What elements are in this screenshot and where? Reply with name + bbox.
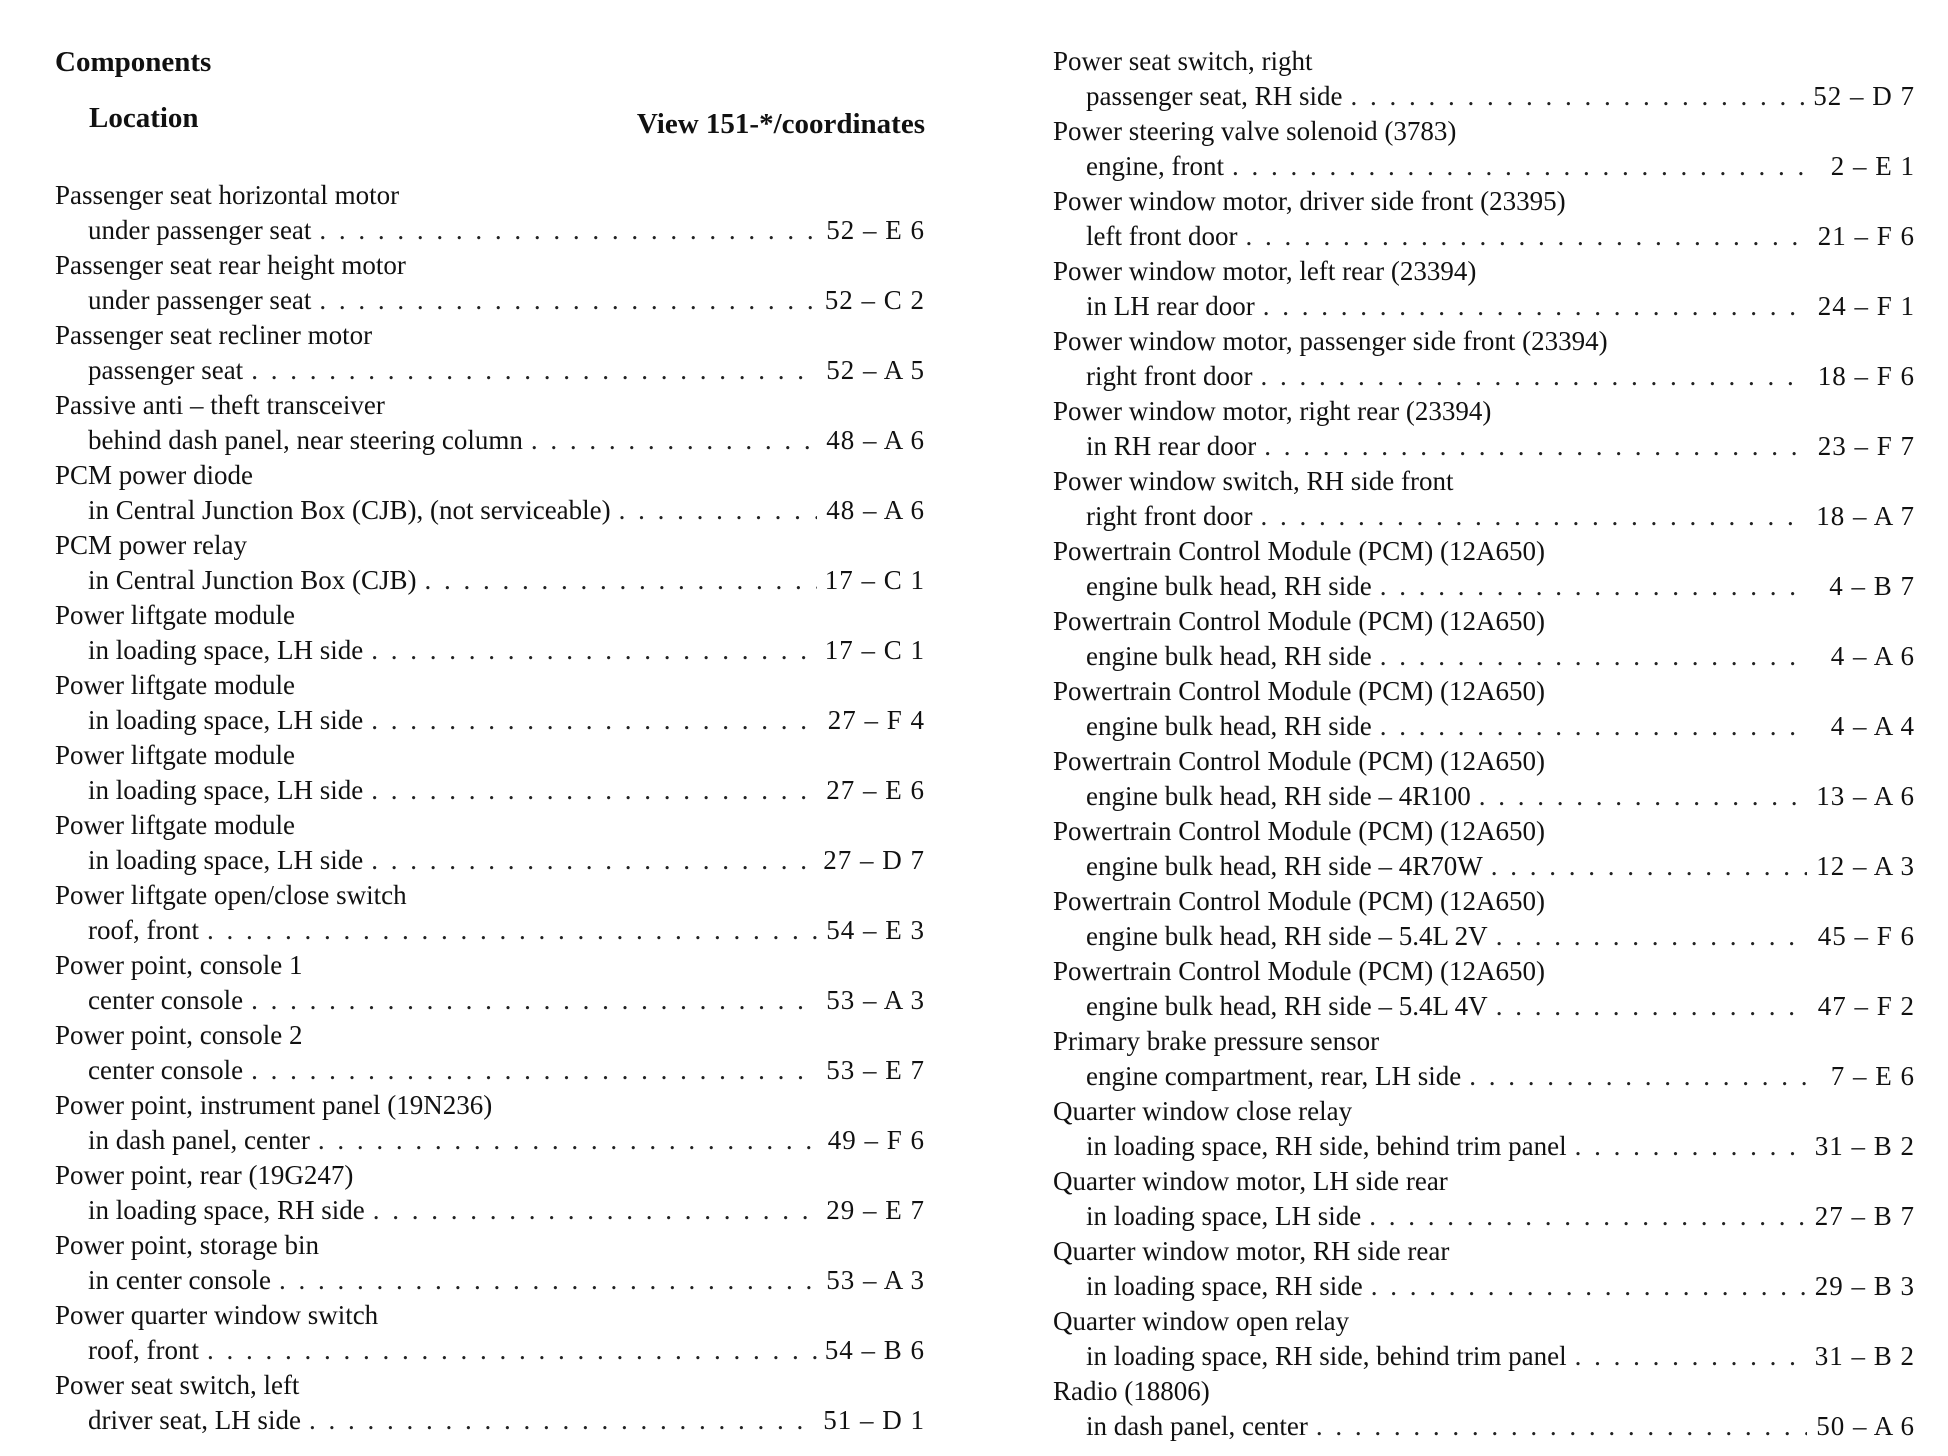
component-location-line bbox=[55, 493, 925, 528]
view-coordinate: 13 – A 6 bbox=[1816, 781, 1915, 811]
component-location: driver seat, LH side bbox=[88, 1405, 301, 1435]
component-location: engine bulk head, RH side bbox=[1086, 571, 1372, 601]
component-name: PCM power diode bbox=[55, 460, 253, 490]
dot-leader bbox=[319, 283, 816, 318]
dot-leader bbox=[531, 423, 817, 458]
view-coordinate: 24 – F 1 bbox=[1817, 291, 1915, 321]
component-name: Power window motor, driver side front (23395) bbox=[1053, 186, 1566, 216]
component-location-line bbox=[1053, 1339, 1915, 1374]
view-coordinate: 53 – A 3 bbox=[826, 985, 925, 1015]
component-entry bbox=[1053, 394, 1915, 464]
component-entry bbox=[1053, 674, 1915, 744]
view-coordinate: 27 – B 7 bbox=[1814, 1201, 1915, 1231]
view-coordinate: 54 – B 6 bbox=[824, 1335, 925, 1365]
component-location: center console bbox=[88, 985, 244, 1015]
dot-leader bbox=[207, 1333, 817, 1368]
location-column-header: Location bbox=[89, 102, 199, 134]
component-name: Powertrain Control Module (PCM) (12A650) bbox=[1053, 956, 1545, 986]
component-name: Quarter window motor, RH side rear bbox=[1053, 1236, 1450, 1266]
component-entry bbox=[55, 1298, 925, 1368]
component-location-line bbox=[1053, 219, 1915, 254]
component-location-line bbox=[55, 1403, 925, 1438]
dot-leader bbox=[1260, 499, 1807, 534]
component-name: Power point, console 1 bbox=[55, 950, 303, 980]
component-location-line bbox=[1053, 639, 1915, 674]
dot-leader bbox=[1496, 919, 1807, 954]
component-location-line bbox=[1053, 1409, 1915, 1444]
dot-leader bbox=[309, 1403, 815, 1438]
component-name: Power point, console 2 bbox=[55, 1020, 303, 1050]
component-entry bbox=[1053, 1234, 1915, 1304]
dot-leader bbox=[279, 1263, 817, 1298]
component-location-line bbox=[55, 633, 925, 668]
dot-leader bbox=[371, 843, 815, 878]
component-location: in dash panel, center bbox=[88, 1125, 310, 1155]
component-location: behind dash panel, near steering column bbox=[88, 425, 523, 455]
component-location-line bbox=[1053, 1199, 1915, 1234]
component-location-line bbox=[1053, 849, 1915, 884]
view-coordinate: 52 – C 2 bbox=[824, 285, 925, 315]
dot-leader bbox=[1263, 289, 1807, 324]
component-location: in LH rear door bbox=[1086, 291, 1255, 321]
component-entry bbox=[1053, 814, 1915, 884]
component-location-line bbox=[55, 563, 925, 598]
component-entry bbox=[55, 808, 925, 878]
component-location-line bbox=[55, 1263, 925, 1298]
component-location: engine bulk head, RH side – 5.4L 2V bbox=[1086, 921, 1488, 951]
dot-leader bbox=[1575, 1129, 1807, 1164]
component-location: in dash panel, center bbox=[1086, 1411, 1308, 1441]
view-coordinate: 53 – E 7 bbox=[826, 1055, 925, 1085]
component-name: Power window motor, right rear (23394) bbox=[1053, 396, 1492, 426]
component-entry bbox=[55, 1228, 925, 1298]
component-location-line bbox=[1053, 1269, 1915, 1304]
component-name: Power liftgate module bbox=[55, 740, 295, 770]
component-name: Power liftgate module bbox=[55, 810, 295, 840]
component-entry bbox=[1053, 324, 1915, 394]
dot-leader bbox=[1380, 709, 1807, 744]
left-entry-list bbox=[55, 178, 925, 1438]
component-location: engine bulk head, RH side bbox=[1086, 641, 1372, 671]
component-name: Powertrain Control Module (PCM) (12A650) bbox=[1053, 816, 1545, 846]
component-location: in loading space, LH side bbox=[88, 705, 364, 735]
component-location: in Central Junction Box (CJB), (not serviceable) bbox=[88, 495, 611, 525]
component-entry bbox=[55, 248, 925, 318]
component-location-line bbox=[55, 1193, 925, 1228]
view-coordinate: 17 – C 1 bbox=[824, 635, 925, 665]
dot-leader bbox=[1350, 79, 1805, 114]
dot-leader bbox=[371, 633, 817, 668]
view-coordinate: 52 – E 6 bbox=[826, 215, 925, 245]
dot-leader bbox=[251, 353, 817, 388]
view-coordinate: 31 – B 2 bbox=[1814, 1341, 1915, 1371]
component-entry bbox=[55, 598, 925, 668]
component-name: Power window motor, passenger side front (23394) bbox=[1053, 326, 1608, 356]
component-location: right front door bbox=[1086, 361, 1253, 391]
dot-leader bbox=[319, 213, 817, 248]
component-location-line bbox=[1053, 79, 1915, 114]
dot-leader bbox=[318, 1123, 817, 1158]
component-name: Powertrain Control Module (PCM) (12A650) bbox=[1053, 536, 1545, 566]
component-entry bbox=[1053, 44, 1915, 114]
component-location: in loading space, LH side bbox=[1086, 1201, 1362, 1231]
view-coordinate: 17 – C 1 bbox=[824, 565, 925, 595]
component-location: in loading space, RH side bbox=[1086, 1271, 1363, 1301]
component-location-line bbox=[55, 213, 925, 248]
view-coordinate: 47 – F 2 bbox=[1817, 991, 1915, 1021]
component-location: roof, front bbox=[88, 1335, 199, 1365]
view-coordinate: 29 – E 7 bbox=[826, 1195, 925, 1225]
view-coordinates-column-header: View 151-*/coordinates bbox=[636, 108, 925, 140]
component-name: Power window motor, left rear (23394) bbox=[1053, 256, 1477, 286]
view-coordinate: 4 – A 6 bbox=[1830, 641, 1915, 671]
component-location: in Central Junction Box (CJB) bbox=[88, 565, 417, 595]
component-location-line bbox=[1053, 779, 1915, 814]
component-name: Power point, instrument panel (19N236) bbox=[55, 1090, 493, 1120]
view-coordinate: 31 – B 2 bbox=[1814, 1131, 1915, 1161]
component-name: PCM power relay bbox=[55, 530, 247, 560]
component-entry bbox=[55, 1088, 925, 1158]
view-coordinate: 27 – E 6 bbox=[826, 775, 925, 805]
view-coordinate: 4 – B 7 bbox=[1829, 571, 1915, 601]
component-name: Power liftgate module bbox=[55, 670, 295, 700]
dot-leader bbox=[1575, 1339, 1807, 1374]
component-entry bbox=[55, 738, 925, 808]
component-location-line bbox=[55, 353, 925, 388]
component-entry bbox=[55, 388, 925, 458]
view-coordinate: 48 – A 6 bbox=[826, 495, 925, 525]
component-location-line bbox=[55, 1123, 925, 1158]
component-name: Power quarter window switch bbox=[55, 1300, 379, 1330]
component-location-line bbox=[1053, 499, 1915, 534]
dot-leader bbox=[1369, 1199, 1807, 1234]
component-location: engine bulk head, RH side – 4R70W bbox=[1086, 851, 1483, 881]
component-location-line bbox=[1053, 709, 1915, 744]
component-entry bbox=[55, 1368, 925, 1438]
dot-leader bbox=[371, 773, 817, 808]
view-coordinate: 52 – D 7 bbox=[1813, 81, 1915, 111]
component-entry bbox=[1053, 604, 1915, 674]
view-coordinate: 18 – A 7 bbox=[1816, 501, 1915, 531]
component-entry bbox=[1053, 1374, 1915, 1444]
component-location-line bbox=[1053, 919, 1915, 954]
component-location-line bbox=[1053, 289, 1915, 324]
component-name: Power steering valve solenoid (3783) bbox=[1053, 116, 1457, 146]
dot-leader bbox=[424, 563, 816, 598]
component-name: Power liftgate open/close switch bbox=[55, 880, 407, 910]
component-entry bbox=[1053, 884, 1915, 954]
component-entry bbox=[55, 458, 925, 528]
section-title: Components bbox=[55, 46, 212, 78]
component-location: under passenger seat bbox=[88, 215, 312, 245]
dot-leader bbox=[1380, 569, 1807, 604]
component-location-line bbox=[55, 913, 925, 948]
component-name: Passenger seat horizontal motor bbox=[55, 180, 400, 210]
component-location: in RH rear door bbox=[1086, 431, 1257, 461]
view-coordinate: 27 – F 4 bbox=[827, 705, 925, 735]
component-name: Powertrain Control Module (PCM) (12A650) bbox=[1053, 746, 1545, 776]
component-entry bbox=[1053, 534, 1915, 604]
component-location: center console bbox=[88, 1055, 244, 1085]
dot-leader bbox=[1316, 1409, 1807, 1444]
component-location-line bbox=[55, 423, 925, 458]
dot-leader bbox=[1491, 849, 1807, 884]
component-location: in loading space, LH side bbox=[88, 775, 364, 805]
component-location-line bbox=[55, 703, 925, 738]
component-entry bbox=[1053, 1304, 1915, 1374]
component-location-line bbox=[1053, 359, 1915, 394]
component-name: Passenger seat rear height motor bbox=[55, 250, 406, 280]
dot-leader bbox=[1245, 219, 1807, 254]
component-entry bbox=[55, 948, 925, 1018]
component-location: in loading space, RH side, behind trim panel bbox=[1086, 1341, 1567, 1371]
component-location-line bbox=[1053, 569, 1915, 604]
component-location: passenger seat, RH side bbox=[1086, 81, 1343, 111]
dot-leader bbox=[251, 1053, 817, 1088]
component-name: Power point, storage bin bbox=[55, 1230, 319, 1260]
component-entry bbox=[55, 878, 925, 948]
component-name: Powertrain Control Module (PCM) (12A650) bbox=[1053, 676, 1545, 706]
component-entry bbox=[1053, 254, 1915, 324]
component-location: in loading space, RH side bbox=[88, 1195, 365, 1225]
dot-leader bbox=[1260, 359, 1807, 394]
component-entry bbox=[55, 318, 925, 388]
view-coordinate: 45 – F 6 bbox=[1817, 921, 1915, 951]
component-location-line bbox=[1053, 429, 1915, 464]
view-coordinate: 7 – E 6 bbox=[1830, 1061, 1915, 1091]
component-name: Powertrain Control Module (PCM) (12A650) bbox=[1053, 606, 1545, 636]
component-location: under passenger seat bbox=[88, 285, 312, 315]
component-location-line bbox=[55, 1333, 925, 1368]
dot-leader bbox=[207, 913, 817, 948]
component-name: Power seat switch, right bbox=[1053, 46, 1313, 76]
component-entry bbox=[55, 178, 925, 248]
component-location: in loading space, LH side bbox=[88, 635, 364, 665]
component-name: Power point, rear (19G247) bbox=[55, 1160, 354, 1190]
component-location-line bbox=[55, 843, 925, 878]
dot-leader bbox=[1380, 639, 1807, 674]
component-entry bbox=[55, 1018, 925, 1088]
component-name: Powertrain Control Module (PCM) (12A650) bbox=[1053, 886, 1545, 916]
component-location: in loading space, LH side bbox=[88, 845, 364, 875]
view-coordinate: 49 – F 6 bbox=[827, 1125, 925, 1155]
view-coordinate: 2 – E 1 bbox=[1830, 151, 1915, 181]
component-name: Passenger seat recliner motor bbox=[55, 320, 373, 350]
component-location: in center console bbox=[88, 1265, 271, 1295]
component-entry bbox=[55, 1158, 925, 1228]
component-name: Passive anti – theft transceiver bbox=[55, 390, 385, 420]
dot-leader bbox=[1496, 989, 1807, 1024]
component-entry bbox=[55, 528, 925, 598]
component-name: Primary brake pressure sensor bbox=[1053, 1026, 1380, 1056]
view-coordinate: 18 – F 6 bbox=[1817, 361, 1915, 391]
component-entry bbox=[1053, 1024, 1915, 1094]
view-coordinate: 21 – F 6 bbox=[1817, 221, 1915, 251]
component-entry bbox=[55, 668, 925, 738]
component-location: passenger seat bbox=[88, 355, 244, 385]
view-coordinate: 48 – A 6 bbox=[826, 425, 925, 455]
component-location-line bbox=[55, 283, 925, 318]
component-location: engine bulk head, RH side bbox=[1086, 711, 1372, 741]
view-coordinate: 12 – A 3 bbox=[1816, 851, 1915, 881]
dot-leader bbox=[373, 1193, 817, 1228]
view-coordinate: 52 – A 5 bbox=[826, 355, 925, 385]
dot-leader bbox=[1469, 1059, 1807, 1094]
component-location: engine bulk head, RH side – 5.4L 4V bbox=[1086, 991, 1488, 1021]
component-name: Power seat switch, left bbox=[55, 1370, 300, 1400]
component-name: Quarter window motor, LH side rear bbox=[1053, 1166, 1448, 1196]
component-location-line bbox=[1053, 1059, 1915, 1094]
dot-leader bbox=[1264, 429, 1807, 464]
component-location-line bbox=[55, 773, 925, 808]
component-name: Quarter window close relay bbox=[1053, 1096, 1353, 1126]
component-location: right front door bbox=[1086, 501, 1253, 531]
component-name: Power liftgate module bbox=[55, 600, 295, 630]
component-name: Radio (18806) bbox=[1053, 1376, 1210, 1406]
component-location: left front door bbox=[1086, 221, 1238, 251]
view-coordinate: 51 – D 1 bbox=[823, 1405, 925, 1435]
component-location: engine bulk head, RH side – 4R100 bbox=[1086, 781, 1471, 811]
view-coordinate: 27 – D 7 bbox=[823, 845, 925, 875]
view-coordinate: 50 – A 6 bbox=[1816, 1411, 1915, 1441]
component-entry bbox=[1053, 114, 1915, 184]
component-name: Power window switch, RH side front bbox=[1053, 466, 1454, 496]
component-entry bbox=[1053, 464, 1915, 534]
view-coordinate: 53 – A 3 bbox=[826, 1265, 925, 1295]
component-location-line bbox=[55, 983, 925, 1018]
view-coordinate: 54 – E 3 bbox=[826, 915, 925, 945]
view-coordinate: 4 – A 4 bbox=[1830, 711, 1915, 741]
component-location-line bbox=[1053, 989, 1915, 1024]
dot-leader bbox=[251, 983, 817, 1018]
view-coordinate: 23 – F 7 bbox=[1817, 431, 1915, 461]
component-location-line bbox=[1053, 1129, 1915, 1164]
right-entry-list bbox=[1053, 44, 1915, 1444]
dot-leader bbox=[1371, 1269, 1807, 1304]
component-entry bbox=[1053, 954, 1915, 1024]
component-location: roof, front bbox=[88, 915, 199, 945]
component-entry bbox=[1053, 744, 1915, 814]
component-location-line bbox=[55, 1053, 925, 1088]
component-name: Quarter window open relay bbox=[1053, 1306, 1350, 1336]
dot-leader bbox=[1232, 149, 1807, 184]
dot-leader bbox=[371, 703, 817, 738]
component-location: engine compartment, rear, LH side bbox=[1086, 1061, 1462, 1091]
component-entry bbox=[1053, 1164, 1915, 1234]
dot-leader bbox=[619, 493, 817, 528]
view-coordinate: 29 – B 3 bbox=[1814, 1271, 1915, 1301]
component-location: in loading space, RH side, behind trim panel bbox=[1086, 1131, 1567, 1161]
component-entry bbox=[1053, 184, 1915, 254]
dot-leader bbox=[1479, 779, 1807, 814]
component-entry bbox=[1053, 1094, 1915, 1164]
component-location-line bbox=[1053, 149, 1915, 184]
component-location: engine, front bbox=[1086, 151, 1224, 181]
